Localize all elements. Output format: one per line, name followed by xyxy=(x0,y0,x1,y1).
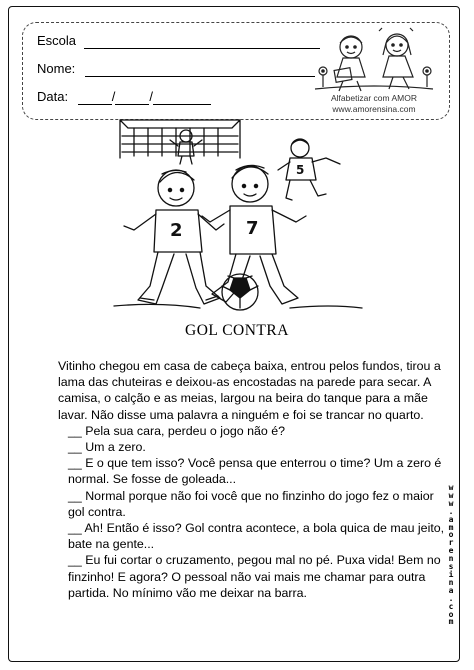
date-day-line[interactable] xyxy=(78,92,112,105)
jersey-number-2: 2 xyxy=(170,220,183,241)
watermark-letter: e xyxy=(448,546,454,556)
dialogue-line: __ E o que tem isso? Você pensa que enterrou o time? Um a zero é normal. Se fosse de goleada... xyxy=(68,456,442,487)
dialogue-line: __ Ah! Então é isso? Gol contra acontece, a bola quica de mau jeito, bate na gente... xyxy=(68,521,445,552)
date-year-line[interactable] xyxy=(153,92,211,105)
name-label: Nome: xyxy=(37,61,76,76)
date-separator: / xyxy=(111,89,116,104)
watermark-letter: a xyxy=(448,514,454,524)
date-separator: / xyxy=(149,89,153,104)
jersey-number-5: 5 xyxy=(296,163,305,177)
watermark-letter: o xyxy=(448,609,454,619)
story-title: GOL CONTRA xyxy=(185,322,289,339)
dialogue-line: __ Pela sua cara, perdeu o jogo não é? xyxy=(68,423,285,438)
story-text xyxy=(28,358,446,601)
name-field xyxy=(37,61,315,77)
watermark-letter: m xyxy=(448,617,454,627)
brand-logo xyxy=(309,25,439,119)
watermark-letter: w xyxy=(448,490,454,500)
brand-name: Alfabetizar com AMOR xyxy=(331,93,417,103)
school-line[interactable] xyxy=(84,36,320,49)
watermark-letter: s xyxy=(448,562,454,572)
brand-website: www.amorensina.com xyxy=(332,104,416,114)
watermark-letter: r xyxy=(448,538,454,548)
date-month-line[interactable] xyxy=(115,92,149,105)
watermark-letter: . xyxy=(448,506,454,516)
watermark-letter: . xyxy=(448,593,454,603)
school-label: Escola xyxy=(37,33,77,48)
school-field xyxy=(37,33,320,49)
story-paragraph: Vitinho chegou em casa de cabeça baixa, entrou pelos fundos, tirou a lama das chuteiras e deixou-as encostadas na parede para secar. A camisa, o calção e as meias, largou na beira do tanque para a mãe lavar. Não disse uma palavra a ninguém e foi se trancar no quarto. xyxy=(58,359,441,422)
watermark-letter: n xyxy=(448,554,454,564)
jersey-number-7: 7 xyxy=(246,218,259,239)
date-label: Data: xyxy=(37,89,69,104)
student-info-header xyxy=(22,22,450,120)
watermark-letter: m xyxy=(448,522,454,532)
watermark-letter: w xyxy=(448,498,454,508)
dialogue-line: __ Um a zero. xyxy=(68,440,146,455)
watermark-letter: w xyxy=(448,483,454,492)
kids-reading-illustration xyxy=(309,25,439,95)
soccer-players-illustration xyxy=(100,118,370,318)
vertical-website-watermark xyxy=(445,484,457,626)
dialogue-line: __ Normal porque não foi você que no finzinho do jogo fez o maior gol contra. xyxy=(68,488,434,519)
name-line[interactable] xyxy=(85,64,315,77)
date-field xyxy=(37,89,211,105)
watermark-letter: i xyxy=(448,569,454,579)
watermark-letter: n xyxy=(448,577,454,587)
watermark-letter: a xyxy=(448,585,454,595)
dialogue-line: __ Eu fui cortar o cruzamento, pegou mal no pé. Puxa vida! Bem no finzinho! E agora? O pessoal não vai mais me chamar para outra partida. No mínimo vão me deixar na barra. xyxy=(68,553,441,600)
watermark-letter: o xyxy=(448,530,454,540)
watermark-letter: c xyxy=(448,601,454,611)
